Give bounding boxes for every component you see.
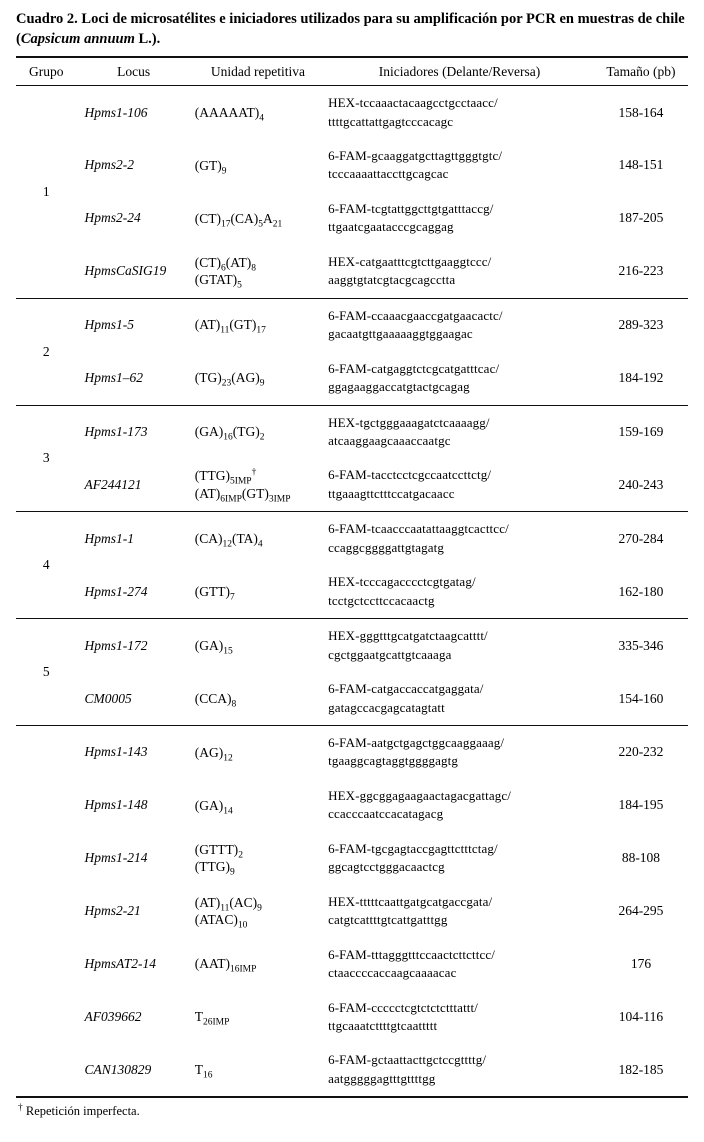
repeat-unit-line: $(GA)_{15}$	[194, 637, 233, 657]
primer-sequences	[325, 885, 594, 938]
repeat-unit	[191, 298, 325, 351]
repeat-unit	[191, 619, 325, 672]
table-row	[16, 832, 688, 885]
dagger-icon: †	[18, 1103, 23, 1114]
locus-name: Hpms2-21	[84, 903, 141, 919]
table-row	[16, 938, 688, 991]
reverse-primer: ttgaatcgaatacccgcaggag	[328, 219, 454, 235]
locus-name: Hpms1-5	[84, 317, 134, 333]
reverse-primer: aatgggggagtttgttttgg	[328, 1070, 436, 1086]
repeat-unit-line: $(GA)_{16}(TG)_2$	[194, 424, 265, 443]
reverse-primer: ccaggcggggattgtagatg	[328, 539, 445, 555]
forward-primer: 6-FAM-tttagggtttccaactcttcttcc/	[328, 946, 496, 962]
size-range: 154-160	[618, 690, 664, 706]
group-section	[16, 726, 688, 1098]
group-number: 1	[42, 183, 50, 199]
group-section	[16, 298, 688, 405]
repeat-unit	[191, 245, 325, 298]
size-range: 184-192	[618, 370, 664, 386]
repeat-unit-line: $(CCA)_8$	[194, 690, 237, 710]
group-number: 5	[42, 664, 50, 680]
repeat-unit-line: $(GT)_9$	[194, 157, 227, 177]
primer-sequences	[325, 192, 594, 245]
repeat-unit-line: $(AG)_{12}$	[194, 744, 233, 764]
table-row	[16, 86, 688, 139]
table-row	[16, 885, 688, 938]
table-row	[16, 512, 688, 565]
primer-sequences	[325, 938, 594, 991]
size-range: 104-116	[618, 1008, 664, 1024]
table-row	[16, 1043, 688, 1097]
species-name: Capsicum annuum	[20, 30, 135, 47]
forward-primer: 6-FAM-gctaattacttgctccgttttg/	[328, 1052, 487, 1068]
reverse-primer: cgctggaatgcattgtcaaaga	[328, 646, 452, 662]
forward-primer: 6-FAM-gcaaggatgcttagttgggtgtc/	[328, 148, 503, 164]
reverse-primer: ctaaccccaccaagcaaaacac	[328, 965, 457, 981]
table-row	[16, 298, 688, 351]
column-header-primers: Iniciadores (Delante/Reversa)	[378, 64, 541, 80]
size-range: 184-195	[618, 797, 664, 813]
forward-primer: HEX-tgctgggaaagatctcaaaagg/	[328, 414, 490, 430]
forward-primer: 6-FAM-tcgtattggcttgtgatttaccg/	[328, 200, 494, 216]
primer-sequences	[325, 512, 594, 565]
forward-primer: 6-FAM-tgcgagtaccgagttctttctag/	[328, 840, 498, 856]
locus-name: CAN130829	[84, 1061, 152, 1077]
table-row	[16, 619, 688, 672]
forward-primer: 6-FAM-aatgctgagctggcaaggaaag/	[328, 735, 505, 750]
repeat-unit-line: $(TG)_{23}(AG)_9$	[194, 370, 265, 390]
forward-primer: HEX-tttttcaattgatgcatgaccgata/	[328, 893, 493, 909]
locus-name: Hpms1–62	[84, 370, 143, 386]
primer-sequences	[325, 565, 594, 618]
locus-name: HpmsCaSIG19	[84, 263, 167, 279]
locus-name: Hpms1-214	[84, 850, 148, 866]
forward-primer: HEX-ggcggagaagaactagacgattagc/	[328, 787, 511, 803]
reverse-primer: gatagccacgagcatagtatt	[328, 699, 445, 715]
locus-name: HpmsAT2-14	[84, 956, 156, 972]
group-section	[16, 619, 688, 726]
table-row	[16, 726, 688, 779]
primer-sequences	[325, 139, 594, 192]
primer-sequences	[325, 619, 594, 672]
column-header-repeat-unit: Unidad repetitiva	[210, 64, 305, 80]
forward-primer: 6-FAM-ccaaacgaaccgatgaacactc/	[328, 307, 503, 323]
repeat-unit	[191, 512, 325, 565]
reverse-primer: tgaaggcagtaggtggggagtg	[328, 753, 459, 769]
repeat-unit-line: $(TTG)_9$	[194, 859, 235, 878]
repeat-unit-line: $(ATAC)_{10}$	[194, 912, 248, 931]
size-range: 187-205	[618, 210, 664, 226]
group-section	[16, 512, 688, 619]
repeat-unit	[191, 1043, 325, 1097]
repeat-unit	[191, 672, 325, 725]
reverse-primer: gacaatgttgaaaaaggtggaagac	[328, 326, 473, 342]
reverse-primer: ttttgcattattgagtcccacagc	[328, 113, 454, 129]
forward-primer: HEX-tcccagacccctcgtgatag/	[328, 574, 476, 590]
group-section	[16, 86, 688, 299]
group-number	[16, 726, 76, 1098]
forward-primer: HEX-catgaatttcgtcttgaaggtccc/	[328, 253, 492, 269]
repeat-unit	[191, 192, 325, 245]
primer-sequences	[325, 86, 594, 139]
size-range: 158-164	[618, 104, 664, 120]
repeat-unit-line: $(AT)_{11}(AC)_9$	[194, 894, 262, 914]
size-range: 159-169	[618, 424, 664, 440]
locus-name: AF039662	[84, 1008, 142, 1024]
size-range: 88-108	[621, 850, 661, 866]
table-row	[16, 672, 688, 725]
locus-name: Hpms1-143	[84, 744, 148, 760]
primer-sequences	[325, 352, 594, 405]
group-number: 3	[42, 450, 50, 466]
locus-name: Hpms1-172	[84, 637, 148, 653]
repeat-unit-line: $(AT)_{11}(GT)_{17}$	[194, 317, 266, 337]
group-number: 4	[42, 557, 50, 573]
repeat-unit	[191, 885, 325, 938]
reverse-primer: tcctgctccttccacaactg	[328, 592, 435, 608]
repeat-unit-line: $(TTG)_{5IMP}^\dagger$	[194, 467, 257, 488]
repeat-unit-line: $T_{26IMP}$	[194, 1009, 230, 1028]
locus-name: Hpms1-274	[84, 583, 148, 599]
size-range: 264-295	[618, 903, 664, 919]
primer-sequences	[325, 405, 594, 458]
locus-name: AF244121	[84, 476, 142, 492]
repeat-unit	[191, 779, 325, 832]
primer-sequences	[325, 1043, 594, 1097]
locus-name: Hpms2-24	[84, 210, 141, 226]
locus-name: Hpms1-106	[84, 104, 148, 120]
repeat-unit	[191, 991, 325, 1044]
forward-primer: HEX-tccaaactacaagcctgcctaacc/	[328, 95, 498, 111]
table-title-text: Cuadro 2. Loci de microsatélites e iniciadores utilizados para su amplificación por PCR en muestras de chile (	[16, 11, 685, 47]
table-row	[16, 565, 688, 618]
repeat-unit-line: $(GTAT)_5$	[194, 272, 242, 291]
table-title	[16, 10, 688, 49]
column-header-size: Tamaño (pb)	[606, 64, 676, 80]
size-range: 216-223	[618, 263, 664, 279]
primer-sequences	[325, 832, 594, 885]
repeat-unit-line: $(AAAAAT)_4$	[194, 104, 264, 124]
forward-primer: 6-FAM-ccccctcgtctctctttattt/	[328, 999, 479, 1015]
size-range: 162-180	[618, 583, 664, 599]
table-header	[16, 57, 688, 86]
table-row	[16, 458, 688, 511]
primer-sequences	[325, 672, 594, 725]
repeat-unit-line: $(AAT)_{16IMP}$	[194, 956, 257, 975]
size-range: 270-284	[618, 530, 664, 546]
locus-name: Hpms1-173	[84, 424, 148, 440]
repeat-unit	[191, 726, 325, 779]
loci-table	[16, 56, 688, 1098]
forward-primer: 6-FAM-tcaacccaatattaaggtcacttcc/	[328, 521, 509, 537]
header-row	[16, 57, 688, 86]
table-row	[16, 779, 688, 832]
primer-sequences	[325, 779, 594, 832]
reverse-primer: atcaaggaagcaaaccaatgc	[328, 433, 451, 449]
table-row	[16, 192, 688, 245]
repeat-unit	[191, 139, 325, 192]
reverse-primer: ggcagtcctgggacaactcg	[328, 859, 445, 875]
repeat-unit	[191, 832, 325, 885]
repeat-unit	[191, 86, 325, 139]
repeat-unit-line: $(GTT)_7$	[194, 583, 235, 603]
size-range: 335-346	[618, 637, 664, 653]
group-number: 2	[42, 343, 50, 359]
locus-name: Hpms2-2	[84, 157, 134, 173]
size-range: 182-185	[618, 1061, 664, 1077]
repeat-unit-line: $(CT)_{17}(CA)_5A_{21}$	[194, 210, 283, 230]
column-header-grupo: Grupo	[28, 64, 64, 80]
repeat-unit-line: $(CT)_6(AT)_8$	[194, 254, 256, 274]
repeat-unit	[191, 565, 325, 618]
table-row	[16, 245, 688, 298]
repeat-unit-line: $(GTTT)_2$	[194, 841, 243, 861]
footnote	[18, 1104, 688, 1119]
primer-sequences	[325, 298, 594, 351]
repeat-unit-line: $(GA)_{14}$	[194, 797, 233, 817]
column-header-locus: Locus	[117, 64, 151, 80]
forward-primer: 6-FAM-catgaccaccatgaggata/	[328, 681, 484, 697]
repeat-unit	[191, 458, 325, 511]
locus-name: CM0005	[84, 690, 132, 706]
table-row	[16, 991, 688, 1044]
reverse-primer: ccacccaatccacatagacg	[328, 806, 444, 822]
reverse-primer: aaggtgtatcgtacgcagcctta	[328, 272, 456, 288]
size-range: 176	[630, 956, 652, 972]
table-title-suffix: L.).	[134, 30, 161, 47]
primer-sequences	[325, 726, 594, 779]
reverse-primer: ttgaaagttctttccatgacaacc	[328, 485, 455, 501]
footnote-text: Repetición imperfecta.	[22, 1104, 140, 1119]
reverse-primer: ttgcaaatcttttgtcaattttt	[328, 1017, 438, 1033]
reverse-primer: ggagaaggaccatgtactgcagag	[328, 379, 470, 395]
primer-sequences	[325, 991, 594, 1044]
repeat-unit	[191, 352, 325, 405]
table-row	[16, 352, 688, 405]
forward-primer: HEX-gggtttgcatgatctaagcatttt/	[328, 628, 488, 644]
group-section	[16, 405, 688, 512]
repeat-unit	[191, 405, 325, 458]
size-range: 220-232	[618, 744, 664, 760]
repeat-unit	[191, 938, 325, 991]
size-range: 289-323	[618, 317, 664, 333]
repeat-unit-line: $(CA)_{12}(TA)_4$	[194, 531, 263, 550]
locus-name: Hpms1-148	[84, 797, 148, 813]
reverse-primer: tcccaaaattaccttgcagcac	[328, 166, 449, 182]
locus-name: Hpms1-1	[84, 530, 134, 546]
primer-sequences	[325, 458, 594, 511]
reverse-primer: catgtcattttgtcattgatttgg	[328, 912, 448, 928]
table-row	[16, 405, 688, 458]
size-range: 148-151	[618, 157, 664, 173]
forward-primer: 6-FAM-tacctcctcgccaatccttctg/	[328, 467, 492, 483]
repeat-unit-line: $T_{16}$	[194, 1062, 213, 1081]
table-row	[16, 139, 688, 192]
repeat-unit-line: $(AT)_{6IMP}(GT)_{3IMP}$	[194, 485, 291, 505]
primer-sequences	[325, 245, 594, 298]
size-range: 240-243	[618, 476, 664, 492]
forward-primer: 6-FAM-catgaggtctcgcatgatttcac/	[328, 360, 500, 376]
